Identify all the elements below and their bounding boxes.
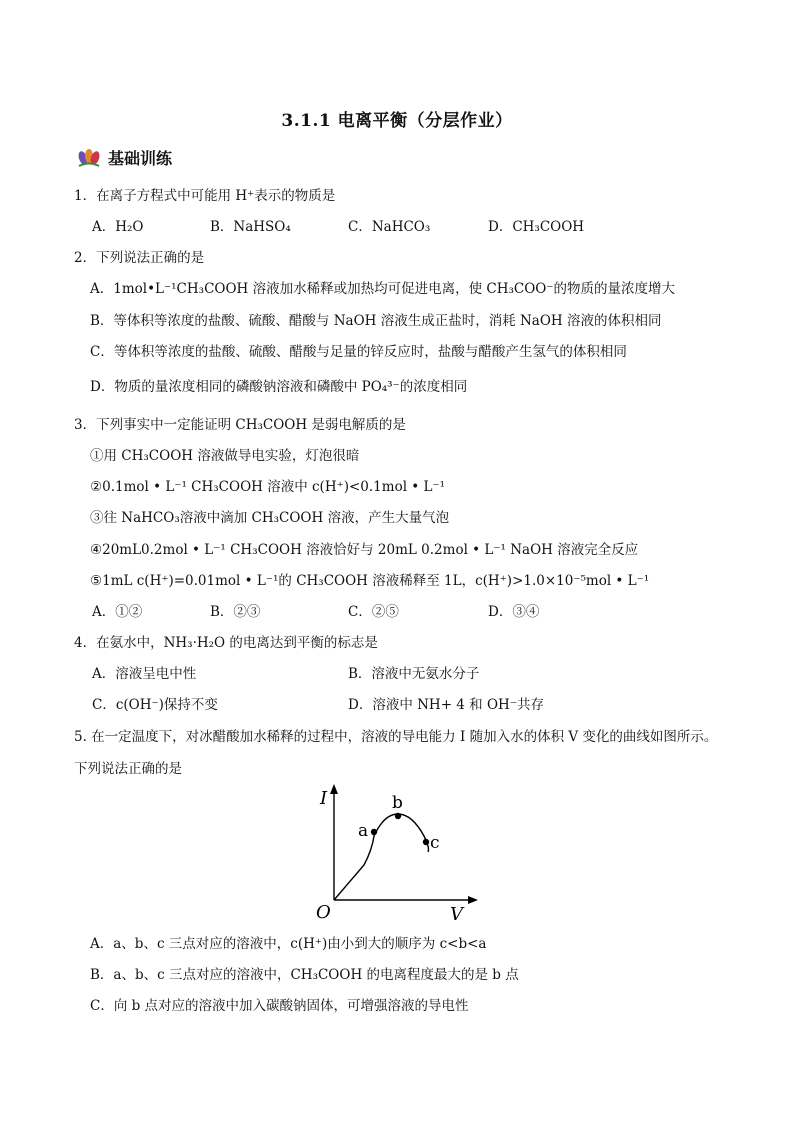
origin-label: O xyxy=(316,902,331,923)
section-header xyxy=(76,146,172,169)
q3-option-c: C．②⑤ xyxy=(348,604,399,620)
q3-item-4: ④20mL0.2mol • L⁻¹ CH₃COOH 溶液恰好与 20mL 0.2mol • L⁻¹ NaOH 溶液完全反应 xyxy=(90,542,639,558)
q2-option-b: B．等体积等浓度的盐酸、硫酸、醋酸与 NaOH 溶液生成正盐时，消耗 NaOH 溶液的体积相同 xyxy=(90,313,662,329)
conductivity-curve xyxy=(334,814,429,900)
point-c-label: c xyxy=(430,833,440,853)
q1-option-c: C．NaHCO₃ xyxy=(348,219,431,235)
point-b xyxy=(395,813,401,819)
x-axis-label: V xyxy=(450,904,463,925)
q3-option-b: B．②③ xyxy=(210,604,261,620)
q2-option-a: A．1mol•L⁻¹CH₃COOH 溶液加水稀释或加热均可促进电离，使 CH₃COO⁻的物质的量浓度增大 xyxy=(90,281,675,297)
q1-option-b: B．NaHSO₄ xyxy=(210,219,291,235)
y-axis-label: I xyxy=(320,788,328,809)
conductivity-graph xyxy=(312,780,482,930)
point-a-label: a xyxy=(358,821,369,841)
point-c xyxy=(423,839,429,845)
q3-item-3: ③往 NaHCO₃溶液中滴加 CH₃COOH 溶液，产生大量气泡 xyxy=(90,510,450,526)
q1-option-d: D．CH₃COOH xyxy=(488,219,585,235)
q5-option-b: B．a、b、c 三点对应的溶液中，CH₃COOH 的电离程度最大的是 b 点 xyxy=(90,967,519,983)
q3-option-d: D．③④ xyxy=(488,604,540,620)
q5-option-a: A．a、b、c 三点对应的溶液中，c(H⁺)由小到大的顺序为 c<b<a xyxy=(90,936,487,952)
flower-logo-icon xyxy=(76,147,102,169)
q4-stem: 4．在氨水中，NH₃·H₂O 的电离达到平衡的标志是 xyxy=(74,635,378,651)
x-axis-arrow-icon xyxy=(468,896,478,904)
q4-option-c: C．c(OH⁻)保持不变 xyxy=(92,697,218,713)
q5-option-c: C．向 b 点对应的溶液中加入碳酸钠固体，可增强溶液的导电性 xyxy=(90,998,469,1014)
q5-stem-line1: 5. 在一定温度下，对冰醋酸加水稀释的过程中，溶液的导电能力 I 随加入水的体积 V 变化的曲线如图所示。 xyxy=(74,729,718,745)
q3-stem: 3．下列事实中一定能证明 CH₃COOH 是弱电解质的是 xyxy=(74,417,406,433)
q3-item-1: ①用 CH₃COOH 溶液做导电实验，灯泡很暗 xyxy=(90,448,360,464)
page-title: 3.1.1 电离平衡（分层作业） xyxy=(281,111,513,131)
q4-option-b: B．溶液中无氨水分子 xyxy=(348,666,480,682)
point-b-label: b xyxy=(392,793,403,813)
q2-option-c: C．等体积等浓度的盐酸、硫酸、醋酸与足量的锌反应时，盐酸与醋酸产生氢气的体积相同 xyxy=(90,344,627,360)
point-a xyxy=(371,829,377,835)
q5-stem-line2: 下列说法正确的是 xyxy=(74,761,182,777)
q3-item-2: ②0.1mol • L⁻¹ CH₃COOH 溶液中 c(H⁺)<0.1mol • L⁻¹ xyxy=(90,479,446,495)
q1-option-a: A．H₂O xyxy=(92,219,144,235)
y-axis-arrow-icon xyxy=(330,784,338,794)
q3-item-5: ⑤1mL c(H⁺)=0.01mol • L⁻¹的 CH₃COOH 溶液稀释至 1L，c(H⁺)>1.0×10⁻⁵mol • L⁻¹ xyxy=(90,573,650,589)
q2-option-d: D．物质的量浓度相同的磷酸钠溶液和磷酸中 PO₄³⁻的浓度相同 xyxy=(90,379,468,395)
q1-stem: 1．在离子方程式中可能用 H⁺表示的物质是 xyxy=(74,188,336,204)
q4-option-a: A．溶液呈电中性 xyxy=(92,666,197,682)
q2-stem: 2．下列说法正确的是 xyxy=(74,250,205,266)
q3-option-a: A．①② xyxy=(92,604,143,620)
section-title: 基础训练 xyxy=(108,149,173,168)
q4-option-d: D．溶液中 NH+ 4 和 OH⁻共存 xyxy=(348,697,544,713)
